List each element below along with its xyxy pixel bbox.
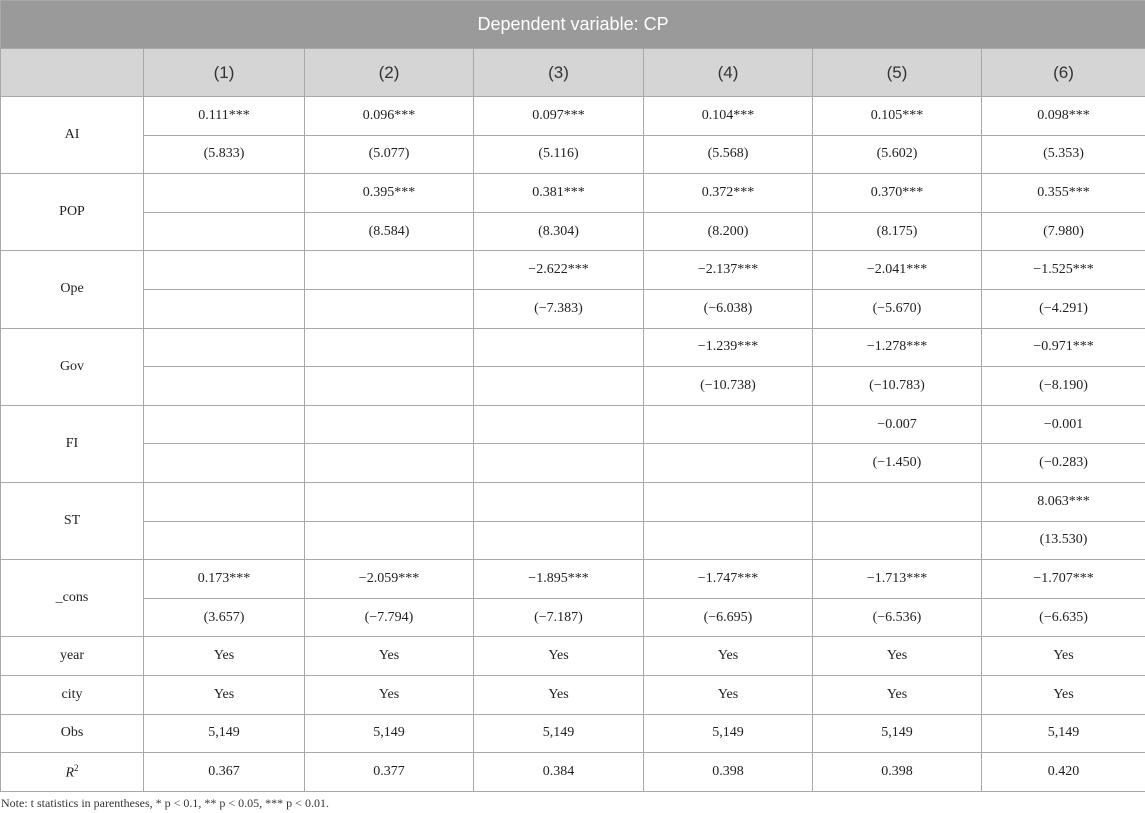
summary-cell: Yes [144,675,305,714]
t-stat-cell: (−6.038) [644,289,813,328]
column-header: (6) [982,49,1145,97]
t-stat-cell: (−10.783) [813,367,982,406]
row-label: city [1,675,144,714]
t-stat-cell [305,289,474,328]
r2-superscript: 2 [74,762,79,773]
row-label: Obs [1,714,144,753]
table-row-tstat [1,521,1145,560]
coef-cell [644,405,813,444]
r2-cell: 0.377 [305,753,474,792]
coef-cell: −1.707*** [982,560,1145,599]
coef-cell [144,328,305,367]
t-stat-cell [144,367,305,406]
t-stat-cell [144,521,305,560]
coef-cell: −1.747*** [644,560,813,599]
coef-cell [474,405,644,444]
t-stat-cell: (−1.450) [813,444,982,483]
table-row-tstat [1,289,1145,328]
coef-cell: −2.041*** [813,251,982,290]
table-row-coef [1,405,1145,444]
row-label: Ope [1,251,144,328]
table-row-tstat [1,444,1145,483]
t-stat-cell [474,367,644,406]
coef-cell [144,482,305,521]
coef-cell: 0.105*** [813,97,982,136]
table-row-coef [1,97,1145,136]
table-row-coef [1,560,1145,599]
t-stat-cell [644,444,813,483]
r2-symbol: R [65,765,75,781]
coef-cell: 0.372*** [644,174,813,213]
summary-cell: Yes [644,637,813,676]
t-stat-cell [144,289,305,328]
summary-cell: 5,149 [144,714,305,753]
table-row-tstat [1,212,1145,251]
table-row-tstat [1,135,1145,174]
summary-cell: Yes [982,675,1145,714]
column-header: (2) [305,49,474,97]
coef-cell: −2.622*** [474,251,644,290]
t-stat-cell: (8.304) [474,212,644,251]
coef-cell [305,482,474,521]
table-row-summary [1,675,1145,714]
summary-cell: Yes [474,675,644,714]
t-stat-cell: (−6.695) [644,598,813,637]
summary-cell: Yes [474,637,644,676]
t-stat-cell: (−4.291) [982,289,1145,328]
row-label: AI [1,97,144,174]
summary-cell: Yes [644,675,813,714]
coef-cell [305,328,474,367]
coef-cell: −1.278*** [813,328,982,367]
coef-cell [144,174,305,213]
column-header-blank [1,49,144,97]
summary-cell: Yes [813,675,982,714]
coef-cell: 0.096*** [305,97,474,136]
row-label-r2 [1,753,144,792]
summary-cell: Yes [305,675,474,714]
t-stat-cell: (−0.283) [982,444,1145,483]
t-stat-cell [813,521,982,560]
summary-cell: Yes [144,637,305,676]
t-stat-cell [474,521,644,560]
row-label: Gov [1,328,144,405]
summary-cell: 5,149 [982,714,1145,753]
t-stat-cell: (−6.536) [813,598,982,637]
coef-cell: 0.173*** [144,560,305,599]
table-note: Note: t statistics in parentheses, * p < 0.1, ** p < 0.05, *** p < 0.01. [1,796,329,810]
t-stat-cell: (13.530) [982,521,1145,560]
t-stat-cell [305,444,474,483]
t-stat-cell: (8.200) [644,212,813,251]
coef-cell: 0.098*** [982,97,1145,136]
row-label: POP [1,174,144,251]
t-stat-cell [144,212,305,251]
table-row-coef [1,174,1145,213]
table-row-tstat [1,367,1145,406]
column-header: (4) [644,49,813,97]
coef-cell: −0.001 [982,405,1145,444]
r2-cell: 0.367 [144,753,305,792]
t-stat-cell: (8.175) [813,212,982,251]
t-stat-cell: (−8.190) [982,367,1145,406]
column-header: (5) [813,49,982,97]
coef-cell [144,405,305,444]
coef-cell: 0.355*** [982,174,1145,213]
t-stat-cell: (5.077) [305,135,474,174]
t-stat-cell: (−5.670) [813,289,982,328]
t-stat-cell [305,521,474,560]
summary-cell: Yes [813,637,982,676]
t-stat-cell: (5.568) [644,135,813,174]
coef-cell: −1.239*** [644,328,813,367]
column-header: (1) [144,49,305,97]
t-stat-cell: (−10.738) [644,367,813,406]
table-body [1,97,1145,792]
coef-cell: −0.971*** [982,328,1145,367]
t-stat-cell: (5.353) [982,135,1145,174]
coef-cell [813,482,982,521]
t-stat-cell: (5.602) [813,135,982,174]
t-stat-cell [144,444,305,483]
summary-cell: 5,149 [644,714,813,753]
coef-cell: 8.063*** [982,482,1145,521]
table-row-coef [1,482,1145,521]
coef-cell: −2.059*** [305,560,474,599]
table-row-coef [1,328,1145,367]
r2-cell: 0.398 [644,753,813,792]
coef-cell: 0.104*** [644,97,813,136]
row-label: ST [1,482,144,559]
summary-cell: 5,149 [305,714,474,753]
coef-cell: 0.395*** [305,174,474,213]
table-row-r2 [1,753,1145,792]
coef-cell [644,482,813,521]
r2-cell: 0.384 [474,753,644,792]
column-header-row [1,49,1145,97]
coef-cell [474,328,644,367]
t-stat-cell [644,521,813,560]
summary-cell: 5,149 [813,714,982,753]
column-header: (3) [474,49,644,97]
t-stat-cell: (7.980) [982,212,1145,251]
coef-cell: 0.097*** [474,97,644,136]
t-stat-cell: (−6.635) [982,598,1145,637]
summary-cell: 5,149 [474,714,644,753]
t-stat-cell: (5.833) [144,135,305,174]
coef-cell [305,251,474,290]
row-label: year [1,637,144,676]
coef-cell [144,251,305,290]
t-stat-cell: (8.584) [305,212,474,251]
t-stat-cell: (3.657) [144,598,305,637]
table-row-coef [1,251,1145,290]
table-row-tstat [1,598,1145,637]
coef-cell: −1.895*** [474,560,644,599]
row-label: FI [1,405,144,482]
r2-cell: 0.420 [982,753,1145,792]
coef-cell: 0.370*** [813,174,982,213]
t-stat-cell: (5.116) [474,135,644,174]
t-stat-cell [474,444,644,483]
coef-cell: 0.381*** [474,174,644,213]
r2-cell: 0.398 [813,753,982,792]
title-row [1,1,1145,49]
coef-cell: 0.111*** [144,97,305,136]
coef-cell: −1.525*** [982,251,1145,290]
summary-cell: Yes [982,637,1145,676]
row-label: _cons [1,560,144,637]
t-stat-cell: (−7.383) [474,289,644,328]
table-row-summary [1,714,1145,753]
table-row-summary [1,637,1145,676]
t-stat-cell: (−7.187) [474,598,644,637]
t-stat-cell: (−7.794) [305,598,474,637]
coef-cell: −0.007 [813,405,982,444]
coef-cell [305,405,474,444]
t-stat-cell [305,367,474,406]
coef-cell: −2.137*** [644,251,813,290]
coef-cell: −1.713*** [813,560,982,599]
table-title: Dependent variable: CP [1,1,1145,49]
summary-cell: Yes [305,637,474,676]
coef-cell [474,482,644,521]
